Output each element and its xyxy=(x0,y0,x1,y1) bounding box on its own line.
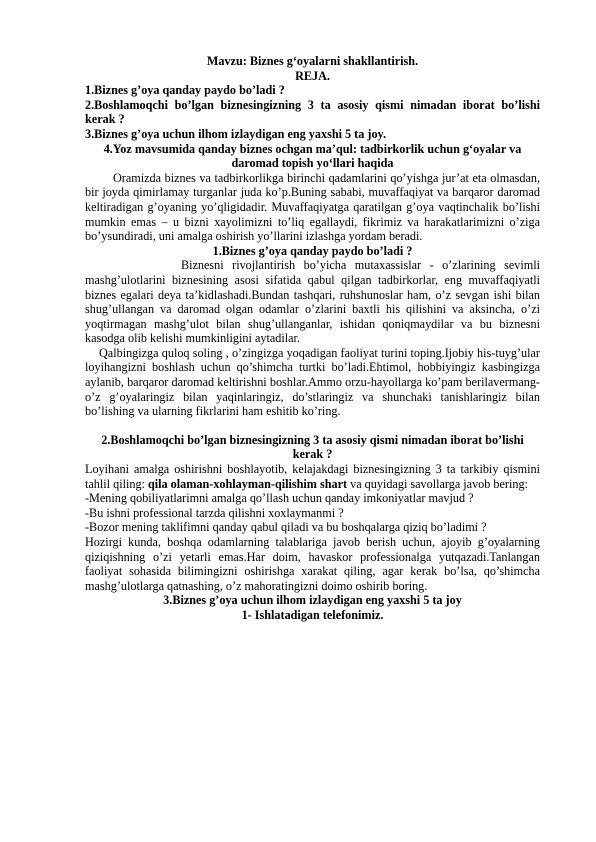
question-2: -Bu ishni professional tarzda qilishni xoxlaymanmi ? xyxy=(85,505,344,520)
plan-heading: REJA. xyxy=(295,68,330,83)
section-1-paragraph-2: Qalbingizga quloq soling , o’zingizga yoqadigan faoliyat turini toping.Ijobiy his-tuyg’ular loyihangizni boshlash uchun qo’shimcha turtki bo’ladi.Ehtimol, hobbiyingiz kasbingizga aylanib, barqaror daromad keltirishni boshlar.Ammo orzu-hayollarga ko’pam berilavermang-o’z g’oyalaringiz bilan yaqinlaringiz, do’stlaringiz va shunchaki tanishlaringiz bilan bo’lishing va ularning fikrlarini ham eshitib ko’ring. xyxy=(85,345,540,419)
section-2-intro-tail: va quyidagi savollarga javob bering: xyxy=(347,476,528,491)
spacer xyxy=(85,419,540,433)
document-title: Mavzu: Biznes g‘oyalarni shakllantirish. xyxy=(206,54,419,68)
section-3-heading: 3.Biznes g’oya uchun ilhom izlaydigan eng yaxshi 5 ta joy xyxy=(163,593,462,608)
question-3: -Bozor mening taklifimni qanday qabul qiladi va bu boshqalarga qiziq bo’ladimi ? xyxy=(85,520,487,535)
section-1-heading: 1.Biznes g’oya qanday paydo bo’ladi ? xyxy=(212,243,413,258)
intro-paragraph: Oramizda biznes va tadbirkorlikga birinchi qadamlarini qo’yishga jur’at eta olmasdan, bir joyda qimirlamay turganlar juda ko’p.Buning sababi, muvaffaqiyat va barqaror daromad keltiradigan g’oyaning yo’qligidadir. Muvaffaqiyatga qaratilgan g’oya vaqtinchalik bo’lishi mumkin emas – u bizni xayolimizni to’liq egallaydi, fikrimiz va harakatlarimizni o’ziga bo’ysundiradi, uni amalga oshirish yo’llarini izlashga yordam beradi. xyxy=(85,170,540,244)
plan-item-1: 1.Biznes g’oya qanday paydo bo’ladi ? xyxy=(85,83,285,98)
plan-item-3: 3.Biznes g’oya uchun ilhom izlaydigan eng yaxshi 5 ta joy. xyxy=(85,126,387,141)
section-2-paragraph-1 xyxy=(85,462,540,491)
section-3-item-1: 1- Ishlatadigan telefonimiz. xyxy=(241,607,384,622)
section-2-intro-text: Loyihani amalga oshirishni boshlayotib, kelajakdagi biznesingizning 3 ta tarkibiy qismini tahlil qiling: xyxy=(85,462,540,491)
question-1: -Mening qobiliyatlarimni amalga qo’llash uchun qanday imkoniyatlar mavjud ? xyxy=(85,491,474,506)
section-1-paragraph-1: Biznesni rivojlantirish bo’yicha mutaxassislar - o’zlarining sevimli mashg’ulotlarini biznesining asosi sifatida qabul qilgan tadbirkorlar, eng muvaffaqiyatli biznes egalari deya ta’kidlashadi.Bundan tashqari, ruhshunoslar ham, o’z sevgan ishi bilan shug’ullangan va daromad olgan odamlar o’zlarini baxtli his qilishini va aksincha, o’zi yoqtirmagan mashg’ulot bilan shug’ullanganlar, ishidan qoniqmaydilar va bu biznesni kasodga olib kelishi mumkinligini aytadilar. xyxy=(85,258,540,346)
section-2-heading: 2.Boshlamoqchi bo’lgan biznesingizning 3 ta asosiy qismi nimadan iborat bo’lishi kerak ? xyxy=(101,432,524,462)
section-2-paragraph-2: Hozirgi kunda, boshqa odamlarning talablariga javob berish uchun, ajoyib g’oyalarning qiziqishning o’zi yetarli emas.Har doim, havaskor professionalga yutqazadi.Tanlangan faoliyat sohasida bilimingizni oshirishga xarakat qiling, agar kerak bo’lsa, qo’shimcha mashg’ulotlarga qatnashing, o’z mahoratingizni doimo oshirib boring. xyxy=(85,535,540,593)
plan-item-2: 2.Boshlamoqchi bo’lgan biznesingizning 3 ta asosiy qismi nimadan iborat bo’lishi kerak ? xyxy=(85,97,540,127)
section-2-key-phrase: qila olaman-xohlayman-qilishim shart xyxy=(147,476,348,491)
plan-item-4: 4.Yoz mavsumida qanday biznes ochgan ma’qul: tadbirkorlik uchun g‘oyalar va daromad topish yo‘llari haqida xyxy=(103,141,522,171)
